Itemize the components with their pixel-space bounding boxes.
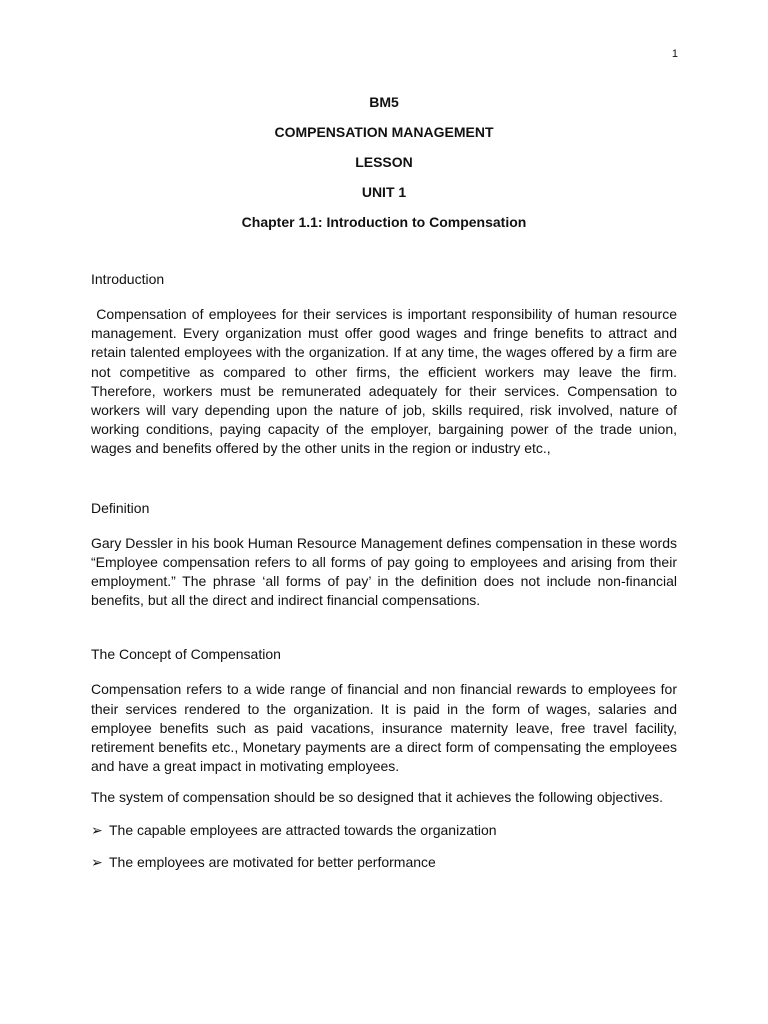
paragraph-spacer bbox=[91, 808, 677, 820]
concept-heading: The Concept of Compensation bbox=[91, 646, 281, 663]
introduction-heading: Introduction bbox=[91, 271, 165, 287]
paragraph-spacer bbox=[91, 840, 677, 852]
course-code: BM5 bbox=[369, 94, 399, 110]
course-title: COMPENSATION MANAGEMENT bbox=[274, 124, 494, 140]
lesson-label: LESSON bbox=[355, 154, 413, 170]
paragraph-spacer bbox=[91, 776, 677, 788]
page-number: 1 bbox=[671, 48, 678, 60]
definition-heading: Definition bbox=[91, 499, 150, 516]
concept-paragraph-1: Compensation refers to a wide range of financial and non financial rewards to employees for their services rendered to the organization. It is paid in the form of wages, salaries and employee benefits such as paid vacations, insurance maternity leave, free travel facility, retirement benefits etc., Monetary payments are a direct form of compensating the employees and have a great impact in motivating employees. bbox=[91, 681, 677, 775]
introduction-paragraph: Compensation of employees for their services is important responsibility of human resource management. Every organization must offer good wages and fringe benefits to attract and retain talented employees with the organization. If at any time, the wages offered by a firm are not competitive as compared to other firms, the efficient workers may leave the firm. Therefore, workers must be remunerated adequately for their services. Compensation to workers will vary depending upon the nature of job, skills required, risk involved, nature of working conditions, paying capacity of the employer, bargaining power of the trade union, wages and benefits offered by the other units in the region or industry etc., bbox=[91, 306, 681, 457]
title-block bbox=[0, 92, 768, 242]
list-item-text: The employees are motivated for better performance bbox=[109, 853, 436, 870]
section-spacer bbox=[91, 459, 677, 498]
definition-paragraph: Gary Dessler in his book Human Resource Management defines compensation in these words “Employee compensation refers to all forms of pay going to employees and arising from their employment.” The phrase ‘all forms of pay’ in the definition does not include non-financial benefits, but all the direct and indirect financial compensations. bbox=[91, 534, 677, 609]
list-item bbox=[91, 820, 677, 840]
list-item-text: The capable employees are attracted towards the organization bbox=[109, 821, 497, 838]
unit-label: UNIT 1 bbox=[361, 184, 407, 200]
chapter-title: Chapter 1.1: Introduction to Compensation bbox=[241, 214, 527, 230]
concept-paragraph-2: The system of compensation should be so designed that it achieves the following objectives. bbox=[91, 789, 663, 806]
list-item bbox=[91, 852, 677, 872]
arrow-bullet-icon: ➢ bbox=[91, 853, 103, 870]
document-body bbox=[91, 269, 681, 872]
section-spacer bbox=[91, 610, 677, 644]
arrow-bullet-icon: ➢ bbox=[91, 821, 103, 838]
